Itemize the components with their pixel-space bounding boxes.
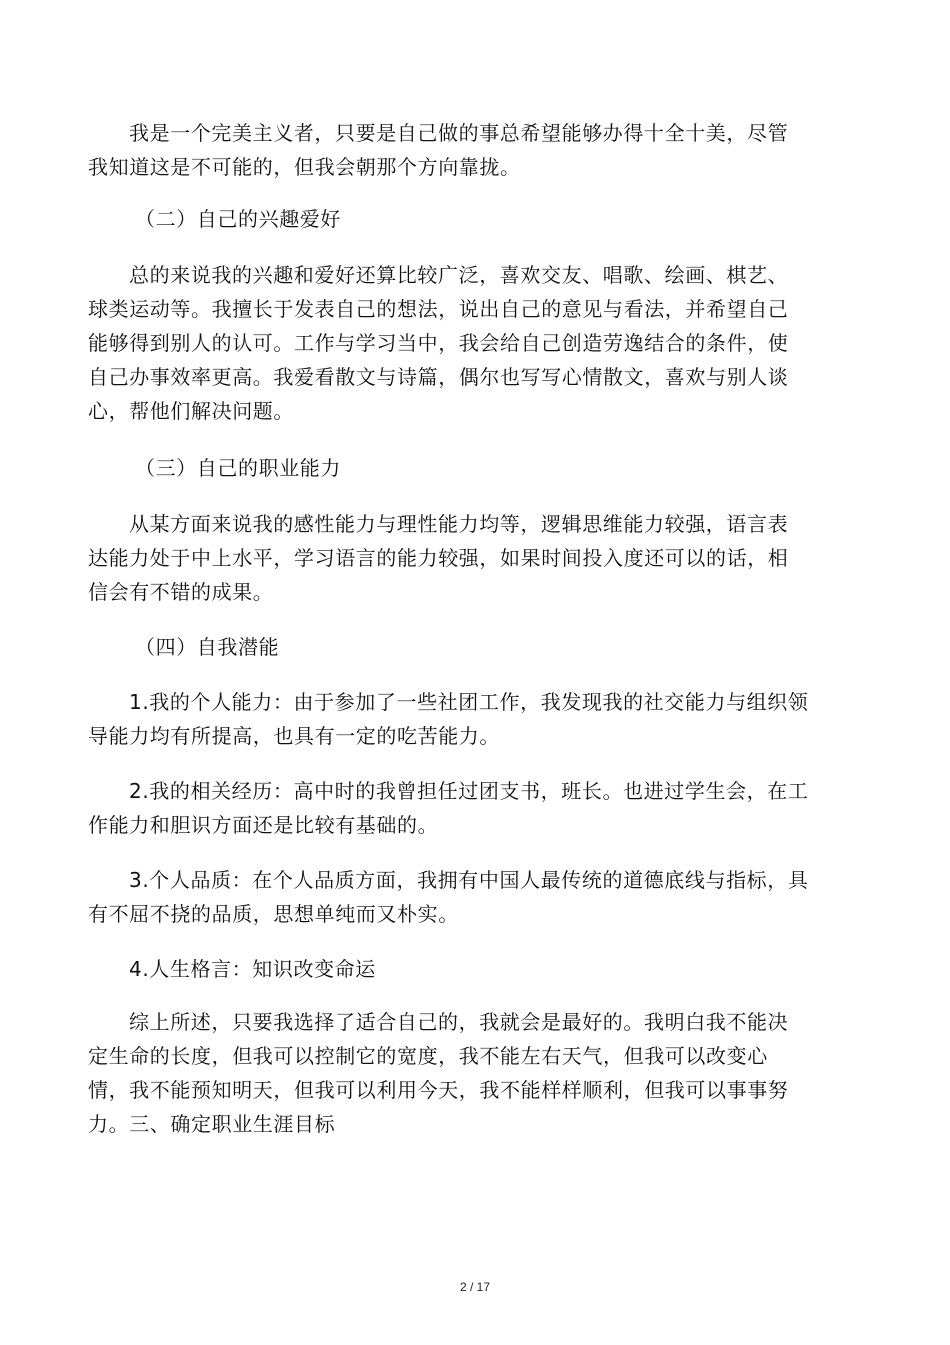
paragraph-personal-ability <box>88 685 808 753</box>
text-line: 总的来说我的兴趣和爱好还算比较广泛，喜欢交友、唱歌、绘画、棋艺、 <box>129 263 789 287</box>
paragraph-summary <box>88 1005 788 1141</box>
text-line: 综上所述，只要我选择了适合自己的，我就会是最好的。我明白我不能决 <box>129 1010 789 1034</box>
text-line: 球类运动等。我擅长于发表自己的想法，说出自己的意见与看法，并希望自己 <box>88 297 789 321</box>
text-line: 作能力和胆识方面还是比较有基础的。 <box>88 813 439 837</box>
text-line: 导能力均有所提高，也具有一定的吃苦能力。 <box>88 724 500 748</box>
text-line: 能够得到别人的认可。工作与学习当中，我会给自己创造劳逸结合的条件，使 <box>88 331 789 355</box>
text-line: 1.我的个人能力：由于参加了一些社团工作，我发现我的社交能力与组织领 <box>129 690 809 714</box>
paragraph-experience <box>88 774 808 842</box>
heading-interests <box>88 202 341 236</box>
text-line: 力。三、确定职业生涯目标 <box>88 1112 336 1136</box>
text-line: 心，帮他们解决问题。 <box>88 399 294 423</box>
paragraph-interests <box>88 258 788 428</box>
text-line: 我是一个完美主义者，只要是自己做的事总希望能够办得十全十美，尽管 <box>129 121 789 145</box>
paragraph-perfectionist <box>88 116 788 184</box>
section-heading: （二）自己的兴趣爱好 <box>135 207 341 231</box>
text-line: 2.我的相关经历：高中时的我曾担任过团支书，班长。也进过学生会，在工 <box>129 779 809 803</box>
text-line: 定生命的长度，但我可以控制它的宽度，我不能左右天气，但我可以改变心 <box>88 1044 768 1068</box>
heading-potential <box>88 630 279 664</box>
paragraph-career-ability <box>88 507 788 609</box>
text-line: 信会有不错的成果。 <box>88 580 274 604</box>
page-number: 2 / 17 <box>459 1280 491 1294</box>
section-heading: （三）自己的职业能力 <box>135 456 341 480</box>
text-line: 从某方面来说我的感性能力与理性能力均等，逻辑思维能力较强，语言表 <box>129 512 789 536</box>
heading-career-ability <box>88 451 341 485</box>
section-heading: （四）自我潜能 <box>135 635 280 659</box>
text-line: 自己办事效率更高。我爱看散文与诗篇，偶尔也写写心情散文，喜欢与别人谈 <box>88 365 789 389</box>
text-line: 4.人生格言：知识改变命运 <box>129 957 376 981</box>
paragraph-motto <box>88 952 376 986</box>
text-line: 3.个人品质：在个人品质方面，我拥有中国人最传统的道德底线与指标，具 <box>129 868 809 892</box>
paragraph-quality <box>88 863 808 931</box>
text-line: 情，我不能预知明天，但我可以利用今天，我不能样样顺利，但我可以事事努 <box>88 1078 789 1102</box>
text-line: 我知道这是不可能的，但我会朝那个方向靠拢。 <box>88 155 521 179</box>
text-line: 达能力处于中上水平，学习语言的能力较强，如果时间投入度还可以的话，相 <box>88 546 789 570</box>
text-line: 有不屈不挠的品质，思想单纯而又朴实。 <box>88 902 459 926</box>
